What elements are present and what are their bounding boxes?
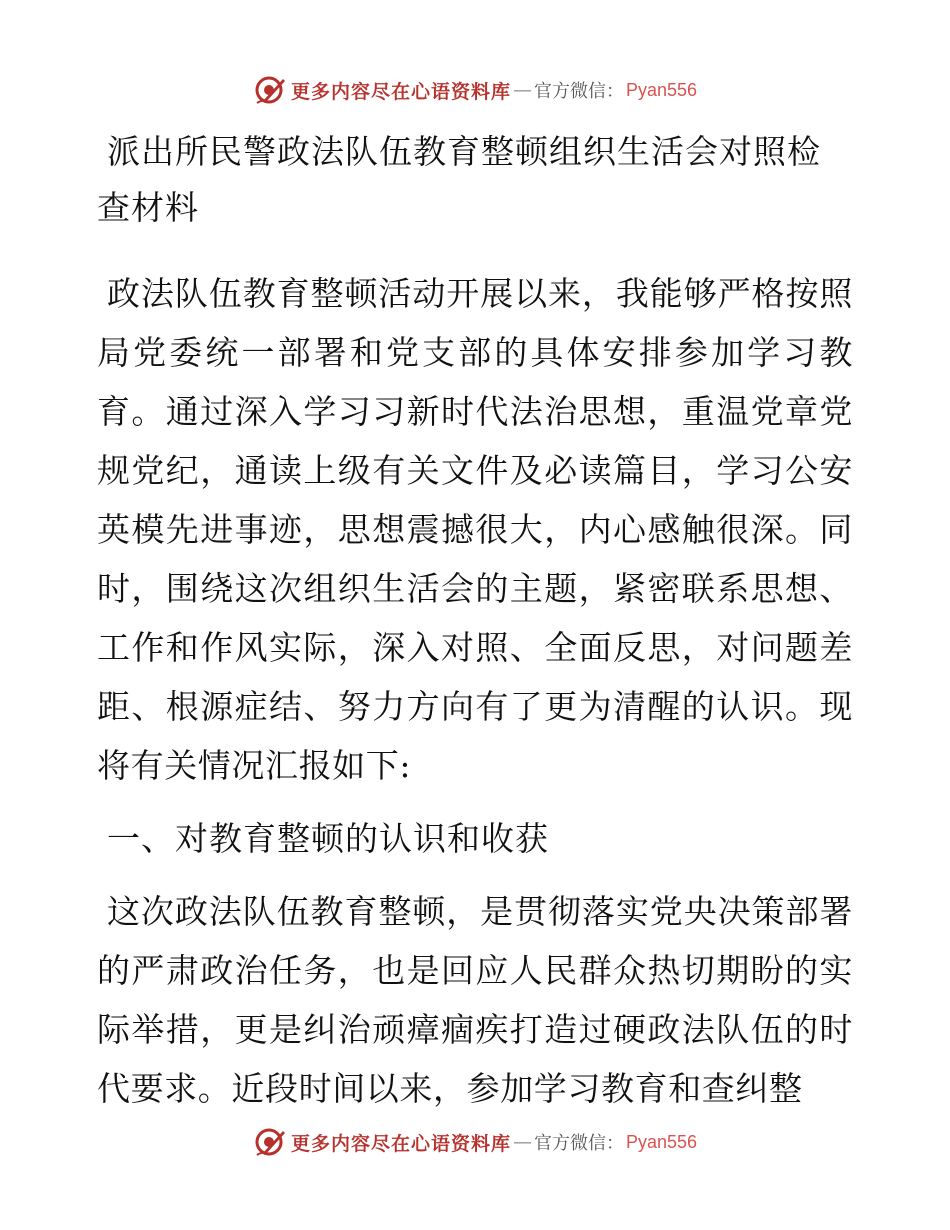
document-body bbox=[97, 118, 853, 1118]
banner-main-text: 更多内容尽在心语资料库 bbox=[290, 1132, 511, 1155]
banner-wechat-label: 官方微信： bbox=[533, 81, 624, 102]
banner-wechat-id: Pyan556 bbox=[625, 1131, 698, 1152]
banner-main-text: 更多内容尽在心语资料库 bbox=[290, 80, 511, 103]
pen-logo-icon bbox=[253, 1125, 287, 1159]
pen-logo-icon bbox=[253, 73, 287, 107]
section-paragraph: 这次政法队伍教育整顿，是贯彻落实党央决策部署的严肃政治任务，也是回应人民群众热切期盼的实际举措，更是纠治顽瘴痼疾打造过硬政法队伍的时代要求。近段时间以来，参加学习教育和查纠整 bbox=[97, 892, 853, 1108]
section-heading: 一、对教育整顿的认识和收获 bbox=[107, 819, 549, 858]
banner-separator: — bbox=[512, 79, 532, 101]
intro-paragraph: 政法队伍教育整顿活动开展以来，我能够严格按照局党委统一部署和党支部的具体安排参加学习教育。通过深入学习习新时代法治思想，重温党章党规党纪，通读上级有关文件及必读篇目，学习公安英模先进事迹，思想震撼很大，内心感触很深。同时，围绕这次组织生活会的主题，紧密联系思想、工作和作风实际，深入对照、全面反思，对问题差距、根源症结、努力方向有了更为清醒的认识。现将有关情况汇报如下: bbox=[97, 274, 853, 785]
banner-wechat-label: 官方微信： bbox=[533, 1133, 624, 1154]
footer-banner bbox=[0, 1122, 950, 1162]
document-title: 派出所民警政法队伍教育整顿组织生活会对照检查材料 bbox=[97, 132, 821, 227]
header-banner bbox=[0, 70, 950, 110]
banner-wechat-id: Pyan556 bbox=[625, 79, 698, 100]
banner-separator: — bbox=[512, 1131, 532, 1153]
